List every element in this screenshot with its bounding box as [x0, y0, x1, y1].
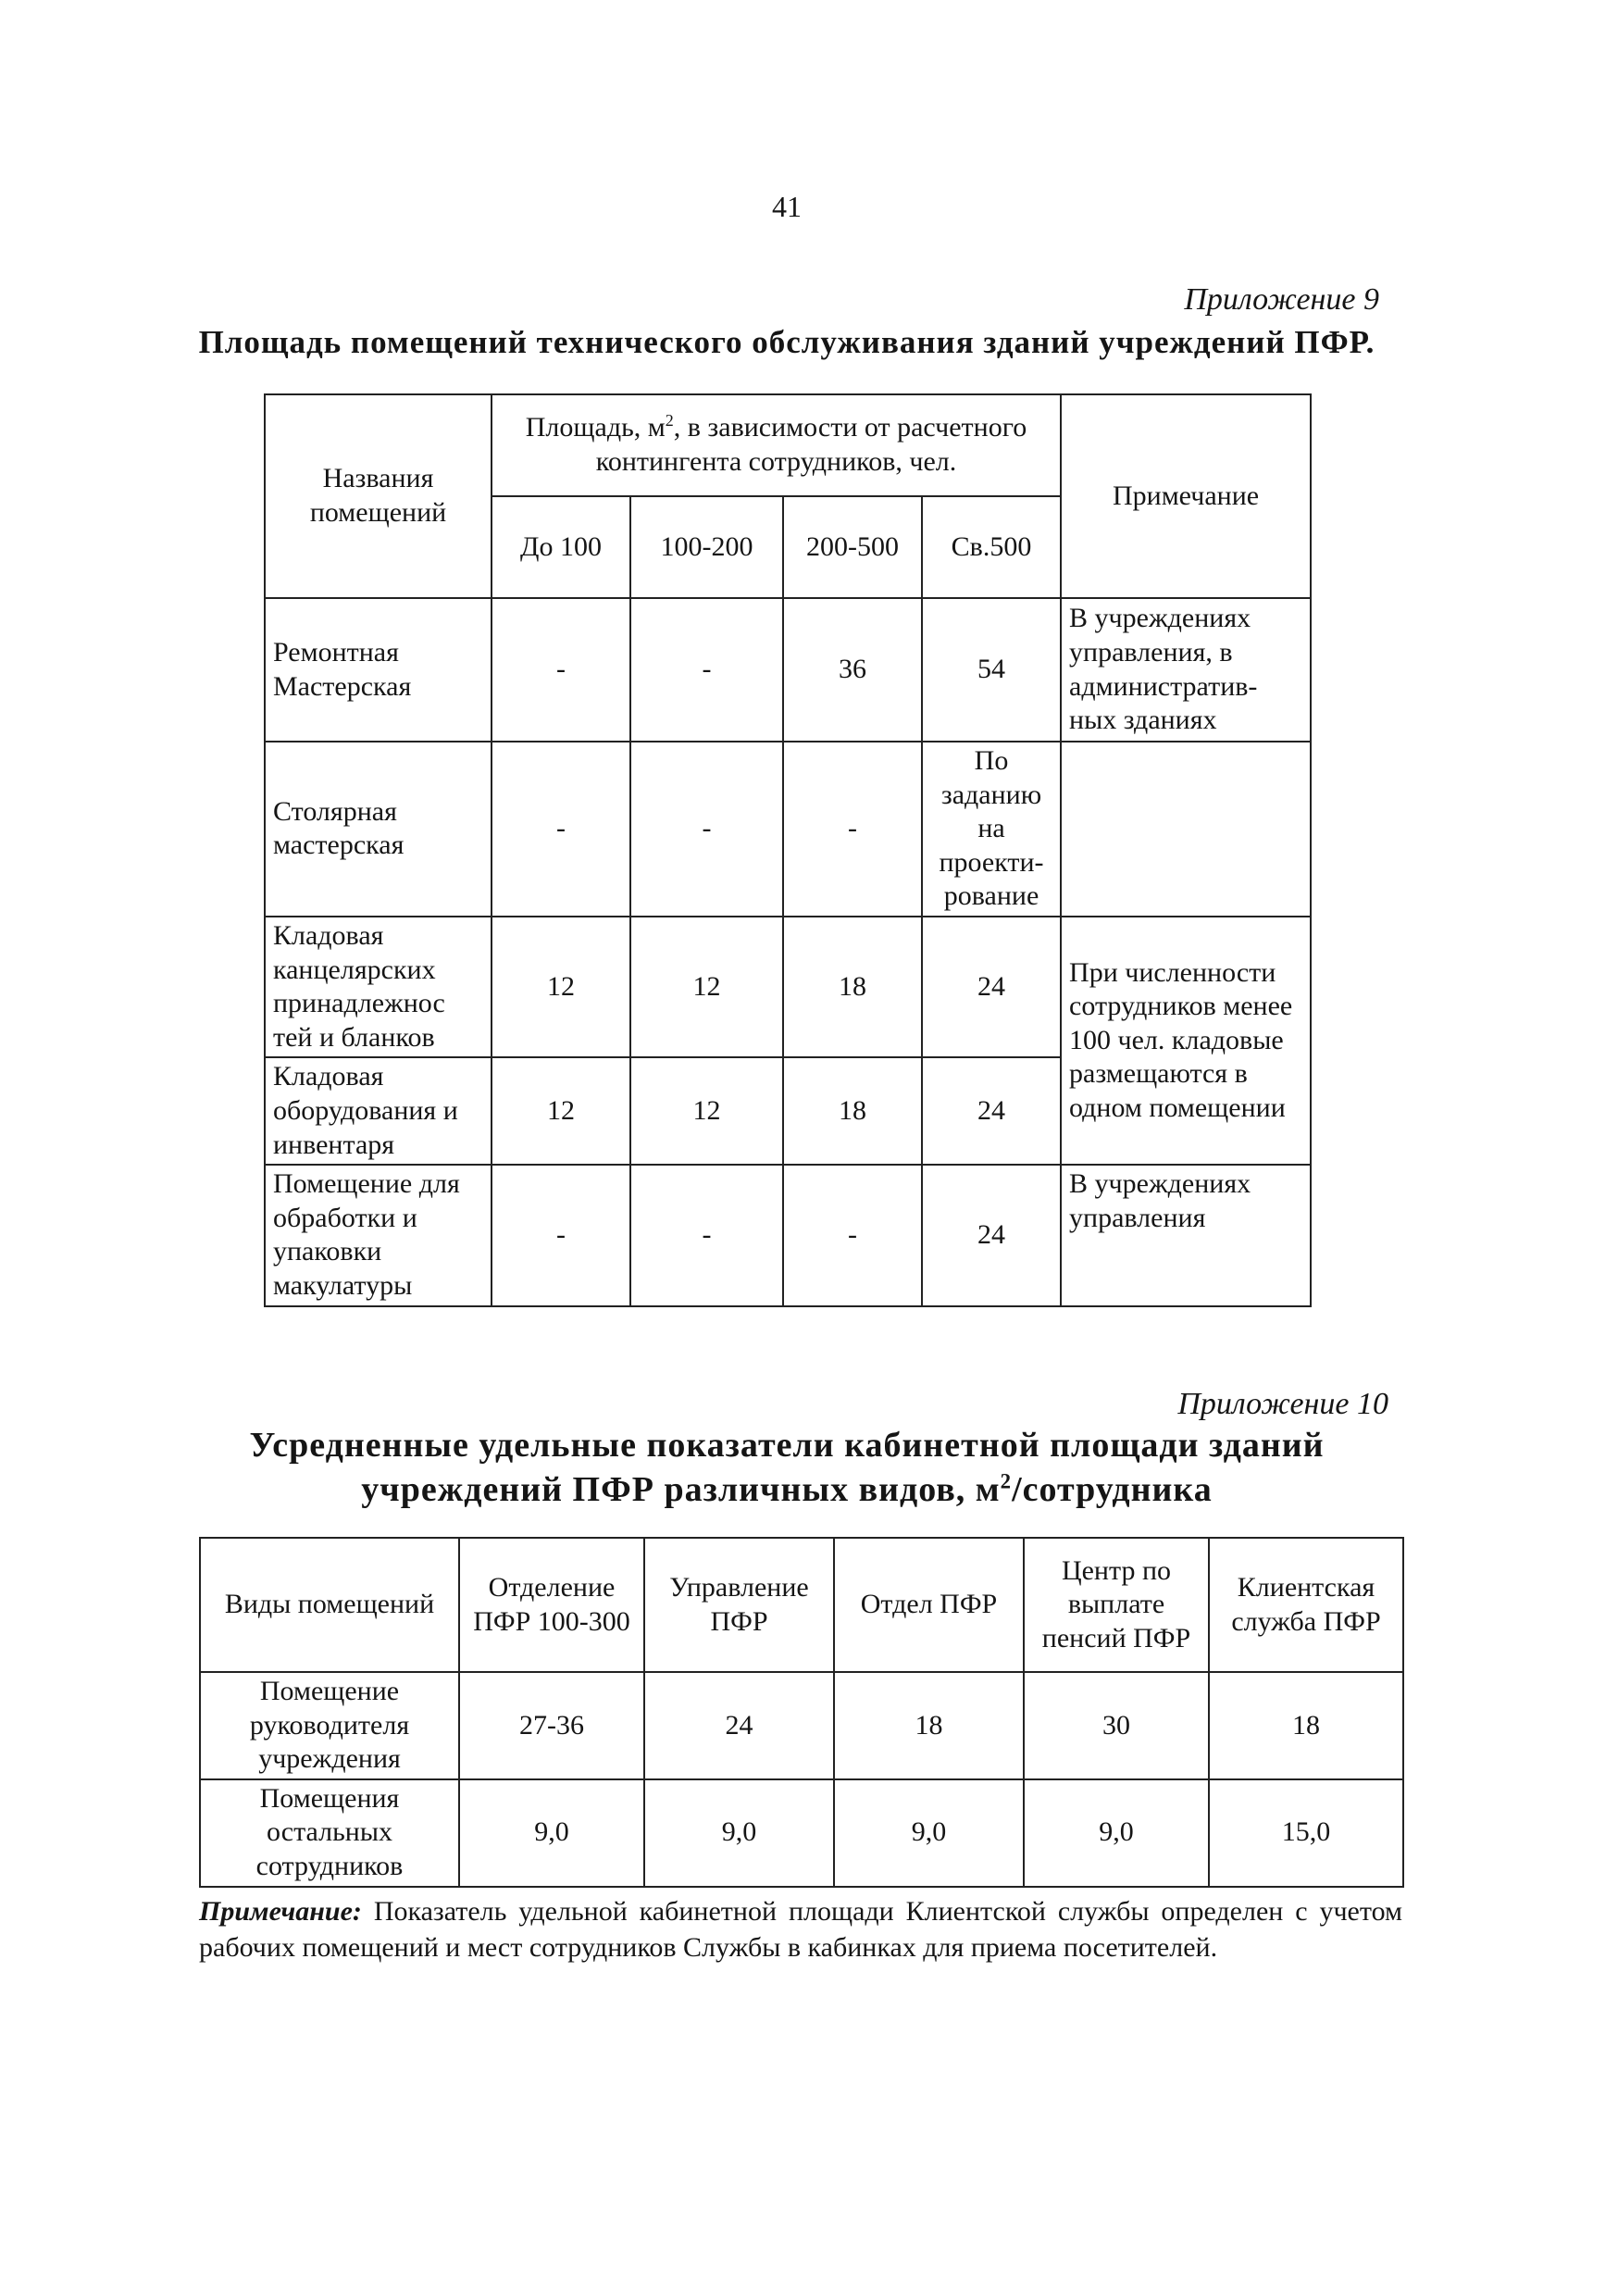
row-name: Помещение руководителя учреждения [200, 1672, 459, 1779]
appendix-10-label: Приложение 10 [1177, 1387, 1388, 1421]
row-name: Столярная мастерская [265, 742, 492, 917]
table-cell: 12 [492, 917, 630, 1057]
technical-rooms-table [264, 393, 1312, 1307]
appendix-10-title [148, 1424, 1425, 1512]
col-header: До 100 [492, 496, 630, 598]
col-header: Виды помещений [200, 1538, 459, 1672]
table-cell: - [492, 742, 630, 917]
table-cell: 27-36 [459, 1672, 644, 1779]
table-cell: По заданию на проекти-рование [922, 742, 1061, 917]
table-cell: 12 [630, 1057, 783, 1165]
table-cell: 24 [922, 1165, 1061, 1305]
col-header: Центр по выплате пенсий ПФР [1024, 1538, 1209, 1672]
title-line2-text: учреждений ПФР различных видов, м [361, 1469, 1001, 1509]
title-line2-rest: /сотрудника [1012, 1469, 1213, 1509]
header-area-rest: , в зависимости от расчетного контингента сотрудников, чел. [595, 412, 1027, 477]
table-cell: - [630, 1165, 783, 1305]
note-cell [1061, 742, 1311, 917]
appendix-9-title: Площадь помещений технического обслуживания зданий учреждений ПФР. [198, 324, 1375, 360]
table-row [265, 1165, 1311, 1305]
footnote-text: Показатель удельной кабинетной площади Клиентской службы определен с учетом рабочих помещений и мест сотрудников Службы в кабинках для приема посетителей. [199, 1896, 1402, 1963]
table-cell: - [492, 598, 630, 742]
appendix-9-label: Приложение 9 [1184, 282, 1379, 317]
table-cell: 24 [922, 1057, 1061, 1165]
appendix-10-title-line1: Усредненные удельные показатели кабинетной площади зданий [249, 1426, 1325, 1465]
col-header: 100-200 [630, 496, 783, 598]
table-cell: 9,0 [834, 1779, 1024, 1887]
col-header: Св.500 [922, 496, 1061, 598]
table-cell: 18 [783, 1057, 922, 1165]
table-cell: 54 [922, 598, 1061, 742]
header-area-sup: 2 [665, 411, 674, 430]
table-cell: 9,0 [459, 1779, 644, 1887]
header-area-text: Площадь, м [525, 412, 666, 443]
office-area-table [199, 1537, 1404, 1888]
table-cell: 24 [644, 1672, 834, 1779]
table-row [265, 598, 1311, 742]
table-cell: - [630, 742, 783, 917]
table-cell: 12 [492, 1057, 630, 1165]
appendix-10-title-line2 [148, 1468, 1425, 1513]
row-name: Ремонтная Мастерская [265, 598, 492, 742]
table-cell: 18 [834, 1672, 1024, 1779]
table-cell: - [630, 598, 783, 742]
header-area [492, 394, 1061, 496]
table-cell: 9,0 [644, 1779, 834, 1887]
table-cell: 9,0 [1024, 1779, 1209, 1887]
row-name: Кладовая оборудования и инвентаря [265, 1057, 492, 1165]
header-note: Примечание [1061, 394, 1311, 598]
table-cell: - [783, 742, 922, 917]
table-cell: 12 [630, 917, 783, 1057]
table-row [265, 917, 1311, 1057]
table-cell: 30 [1024, 1672, 1209, 1779]
table-cell: 36 [783, 598, 922, 742]
table-row [265, 742, 1311, 917]
footnote [199, 1893, 1402, 1965]
row-name: Помещения остальных сотрудников [200, 1779, 459, 1887]
col-header: Отдел ПФР [834, 1538, 1024, 1672]
table-cell: 18 [783, 917, 922, 1057]
table-cell: - [492, 1165, 630, 1305]
table-header-row [265, 394, 1311, 496]
footnote-label: Примечание: [199, 1896, 362, 1927]
col-header: Клиентская служба ПФР [1209, 1538, 1403, 1672]
table-header-row [200, 1538, 1403, 1672]
col-header: Отделение ПФР 100-300 [459, 1538, 644, 1672]
table-cell: 24 [922, 917, 1061, 1057]
note-cell: В учреждениях управления, в административ-ных зданиях [1061, 598, 1311, 742]
note-cell: При численности сотрудников менее 100 чел. кладовые размещаются в одном помещении [1061, 917, 1311, 1165]
table-row [200, 1672, 1403, 1779]
title-sup: 2 [1000, 1468, 1013, 1492]
col-header: Управление ПФР [644, 1538, 834, 1672]
row-name: Помещение для обработки и упаковки макулатуры [265, 1165, 492, 1305]
table-cell: 15,0 [1209, 1779, 1403, 1887]
col-header: 200-500 [783, 496, 922, 598]
table-row [200, 1779, 1403, 1887]
table-cell: 18 [1209, 1672, 1403, 1779]
table-cell: - [783, 1165, 922, 1305]
header-room-names: Названия помещений [265, 394, 492, 598]
row-name: Кладовая канцелярских принадлежнос тей и бланков [265, 917, 492, 1057]
page-number: 41 [772, 190, 802, 223]
note-cell: В учреждениях управления [1061, 1165, 1311, 1305]
